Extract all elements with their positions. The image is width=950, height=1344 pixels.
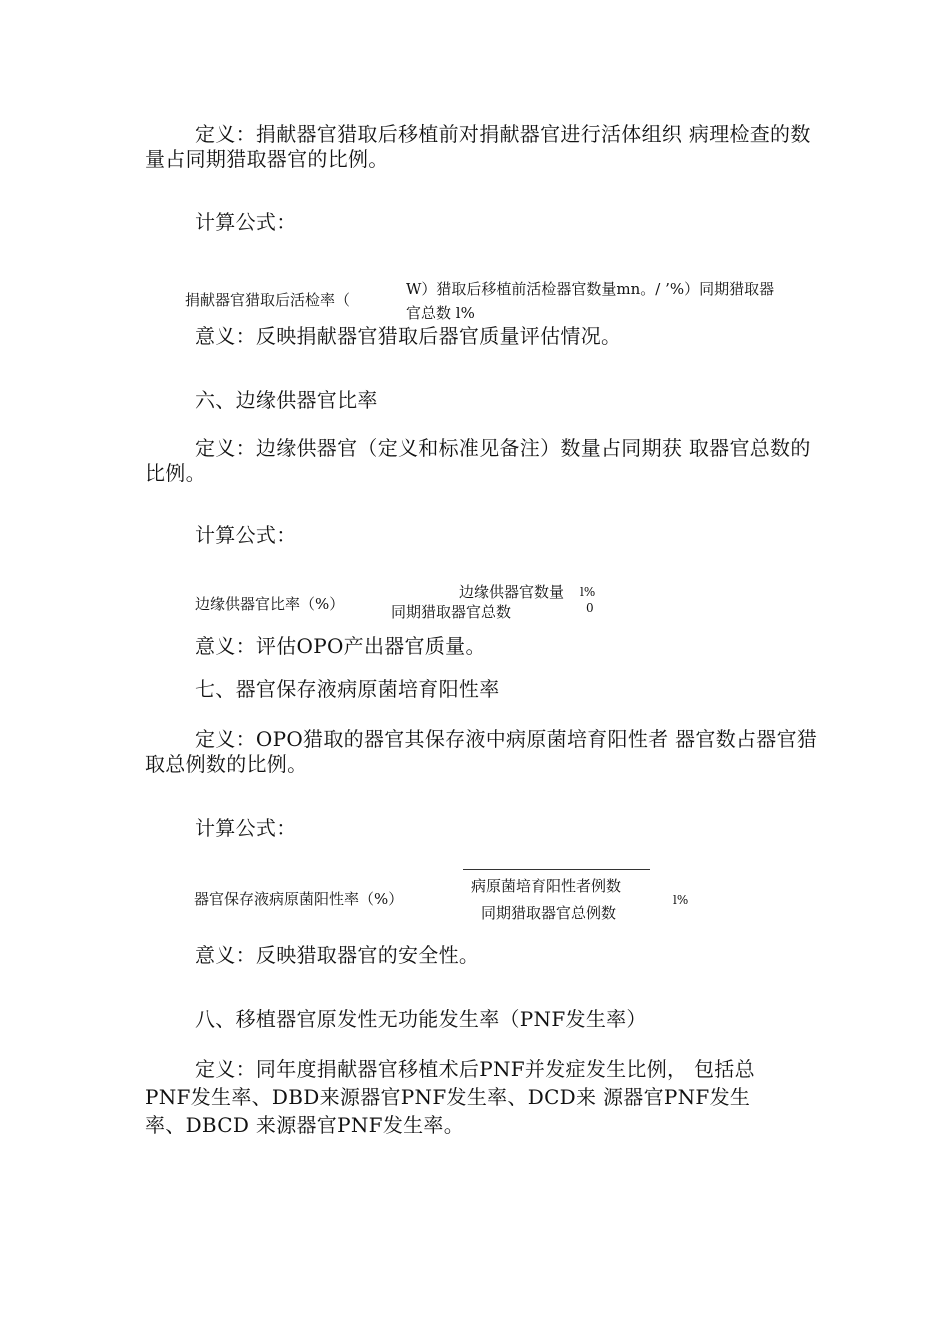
section-heading: 六、边缘供器官比率 [195, 388, 378, 412]
definition-line: 定义：同年度捐献器官移植术后PNF并发症发生比例， 包括总 [195, 1057, 755, 1081]
formula-suffix: l% [673, 893, 689, 907]
formula-suffix-mark: 0 [586, 601, 594, 615]
formula-suffix: l% [580, 585, 596, 599]
formula-expression-line2: 官总数 l% [406, 304, 475, 322]
formula-heading: 计算公式： [195, 816, 297, 840]
significance-text: 意义：反映猎取器官的安全性。 [195, 943, 480, 967]
formula-denominator: 同期猎取器官总数 [391, 603, 512, 621]
formula-label: 捐献器官猎取后活检率（ [185, 291, 351, 309]
fraction-top-rule [463, 869, 650, 870]
section-heading: 八、移植器官原发性无功能发生率（PNF发生率） [195, 1007, 647, 1031]
significance-text: 意义：评估OPO产出器官质量。 [195, 634, 486, 658]
definition-line: 率、DBCD 来源器官PNF发生率。 [145, 1113, 465, 1137]
formula-label: 边缘供器官比率（%） [195, 595, 345, 613]
definition-paragraph: 定义：捐献器官猎取后移植前对捐献器官进行活体组织 病理检查的数量占同期猎取器官的比例。 [145, 122, 811, 171]
definition-line: PNF发生率、DBD来源器官PNF发生率、DCD来 源器官PNF发生 [145, 1085, 751, 1109]
formula-heading: 计算公式： [195, 210, 297, 234]
formula-expression-line1: W）猎取后移植前活检器官数量mn。/ ’%）同期猎取器 [406, 280, 775, 298]
significance-text: 意义：反映捐献器官猎取后器官质量评估情况。 [195, 324, 622, 348]
definition-paragraph: 定义：边缘供器官（定义和标准见备注）数量占同期获 取器官总数的比例。 [145, 436, 811, 485]
definition-paragraph: 定义：OPO猎取的器官其保存液中病原菌培育阳性者 器官数占器官猎取总例数的比例。 [145, 727, 818, 776]
formula-heading: 计算公式： [195, 523, 297, 547]
formula-label: 器官保存液病原菌阳性率（%） [194, 890, 404, 908]
formula-numerator: 边缘供器官数量 [459, 583, 565, 601]
formula-numerator: 病原菌培育阳性者例数 [471, 877, 622, 895]
formula-denominator: 同期猎取器官总例数 [481, 904, 617, 922]
section-heading: 七、器官保存液病原菌培育阳性率 [195, 677, 500, 701]
